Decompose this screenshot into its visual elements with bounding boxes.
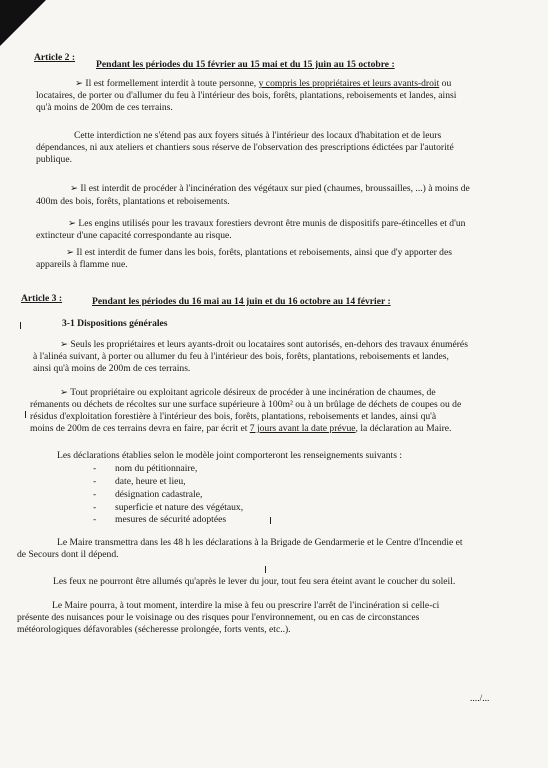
list-item: désignation cadastrale, bbox=[115, 489, 203, 500]
scan-speck bbox=[265, 566, 266, 573]
article-2-p2-line1: Cette interdiction ne s'étend pas aux foyers situés à l'intérieur des locaux d'habitation et de leurs bbox=[74, 130, 442, 141]
scan-speck bbox=[270, 517, 271, 524]
article-2-p1-line3: qu'à moins de 200m de ces terrains. bbox=[36, 102, 173, 113]
list-item: date, heure et lieu, bbox=[115, 476, 186, 487]
article-3-p3-intro: Les déclarations établies selon le modèle joint comporteront les renseignements suivants : bbox=[57, 450, 403, 461]
article-3-p1-line1: ➢ Seuls les propriétaires et leurs ayants-droit ou locataires sont autorisés, en-dehors des travaux énumérés bbox=[60, 339, 468, 350]
article-3-p2-line1: ➢ Tout propriétaire ou exploitant agricole désireux de procéder à une incinération de chaumes, de bbox=[60, 387, 436, 398]
article-3-p6-line1: Le Maire pourra, à tout moment, interdire la mise à feu ou prescrire l'arrêt de l'incinération si celle-ci bbox=[52, 600, 440, 611]
article-3-p2-line4-c: , la déclaration au Maire. bbox=[355, 423, 452, 434]
article-2-p4-line1: ➢ Les engins utilisés pour les travaux forestiers devront être munis de dispositifs pare-étincelles et d'un bbox=[68, 218, 466, 229]
article-3-p1-line3: ainsi qu'à moins de 200m de ces terrains. bbox=[33, 363, 191, 374]
scan-speck bbox=[20, 322, 21, 329]
article-3-p2-deadline: 7 jours avant la date prévue bbox=[249, 423, 356, 434]
article-2-p4-line2: extincteur d'une capacité correspondante au risque. bbox=[36, 230, 232, 241]
article-3-p5: Les feux ne pourront être allumés qu'après le lever du jour, tout feu sera éteint avant le coucher du soleil. bbox=[53, 576, 456, 587]
list-bullet: - bbox=[93, 514, 97, 525]
article-2-label: Article 2 : bbox=[34, 52, 76, 63]
page-continuation-mark: ..../... bbox=[470, 693, 490, 704]
article-2-p1-line1-c: ou bbox=[439, 78, 452, 89]
article-2-heading: Pendant les périodes du 15 février au 15 mai et du 15 juin au 15 octobre : bbox=[96, 59, 395, 70]
list-item: mesures de sécurité adoptées bbox=[115, 514, 227, 525]
article-2-p1-owners: y compris les propriétaires et leurs avants-droit bbox=[258, 78, 440, 89]
article-3-p4-line1: Le Maire transmettra dans les 48 h les déclarations à la Brigade de Gendarmerie et le Centre d'Incendie et bbox=[57, 537, 463, 548]
section-3-1-title: 3-1 Dispositions générales bbox=[62, 318, 168, 329]
article-3-p2-line3: résidus d'exploitation forestière à l'intérieur des bois, forêts, plantations, reboisements et landes, ainsi qu'à bbox=[30, 411, 437, 422]
article-2-p5-line1: ➢ Il est interdit de fumer dans les bois, forêts, plantations et reboisements, ainsi que d'y apporter des bbox=[66, 247, 452, 258]
article-3-label: Article 3 : bbox=[21, 293, 63, 304]
article-2-p3-line1: ➢ Il est interdit de procéder à l'incinération des végétaux sur pied (chaumes, broussailles, ...) à moins de bbox=[70, 183, 470, 194]
list-bullet: - bbox=[93, 463, 97, 474]
list-item: superficie et nature des végétaux, bbox=[115, 502, 244, 513]
article-2-p3-line2: 400m des bois, forêts, plantations et reboisements. bbox=[36, 196, 230, 207]
article-2-p2-line3: publique. bbox=[36, 154, 72, 165]
article-2-p5-line2: appareils à flamme nue. bbox=[36, 259, 128, 270]
list-bullet: - bbox=[93, 489, 97, 500]
article-3-p4-line2: de Secours dont il dépend. bbox=[17, 549, 119, 560]
scan-speck bbox=[25, 411, 26, 418]
article-3-p2-line4 bbox=[30, 423, 451, 435]
article-2-p2-line2: dépendances, ni aux ateliers et chantiers sous réserve de l'observation des prescriptions édictées par l'autorité bbox=[36, 142, 454, 153]
article-2-p1-line1 bbox=[75, 78, 451, 90]
article-3-p2-line2: rémanents ou déchets de récoltes sur une surface supérieure à 100m² ou à un brûlage de déchets de coupes ou de bbox=[30, 399, 462, 410]
article-3-p6-line2: présente des nuisances pour le voisinage ou des risques pour l'environnement, ou en cas de circonstances bbox=[17, 612, 420, 623]
article-3-p1-line2: à l'alinéa suivant, à porter ou allumer du feu à l'intérieur des bois, forêts, plantations, reboisements et landes, bbox=[33, 351, 449, 362]
article-3-p2-line4-a: moins de 200m de ces terrains devra en faire, par écrit et bbox=[30, 423, 250, 434]
list-bullet: - bbox=[93, 502, 97, 513]
article-2-p1-line2: locataires, de porter ou d'allumer du feu à l'intérieur des bois, forêts, plantations, reboisements et landes, ainsi bbox=[36, 90, 457, 101]
list-item: nom du pétitionnaire, bbox=[115, 463, 198, 474]
article-3-p6-line3: météorologiques défavorables (sécheresse prolongée, forts vents, etc..). bbox=[17, 624, 291, 635]
list-bullet: - bbox=[93, 476, 97, 487]
article-2-p1-line1-a: ➢ Il est formellement interdit à toute personne, bbox=[75, 78, 259, 89]
article-3-heading: Pendant les périodes du 16 mai au 14 juin et du 16 octobre au 14 février : bbox=[92, 296, 391, 307]
